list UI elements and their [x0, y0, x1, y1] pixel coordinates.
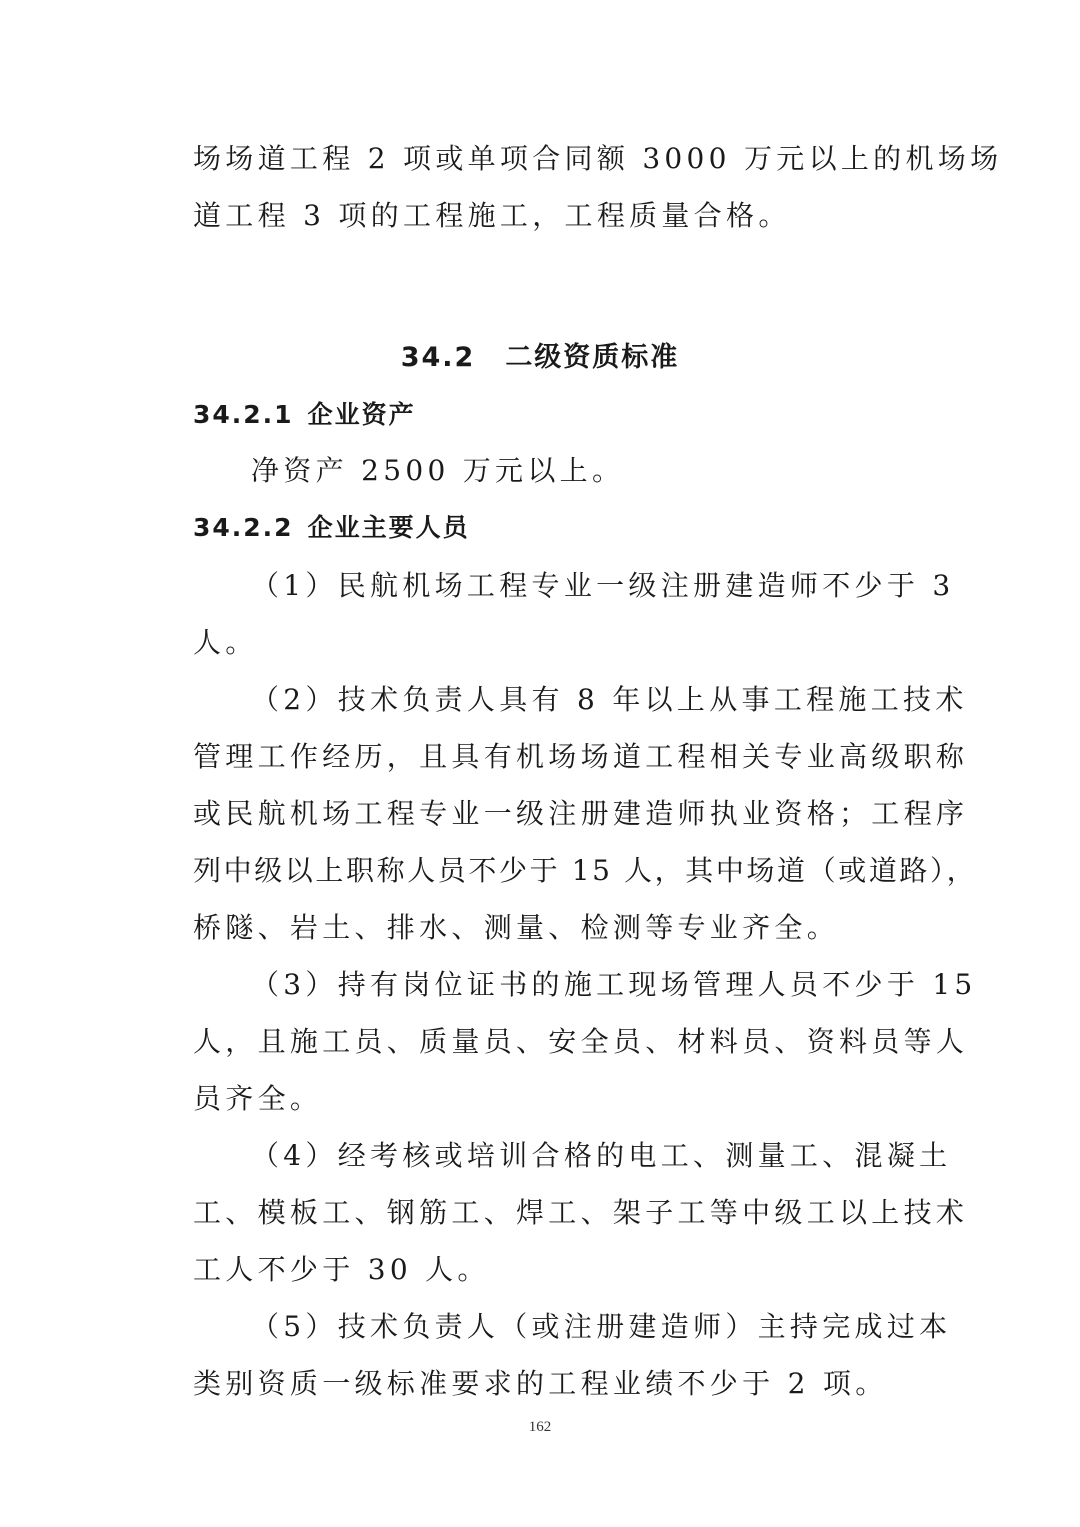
- section-heading: [193, 328, 887, 388]
- item-line: （2）技术负责人具有 8 年以上从事工程施工技术: [251, 683, 968, 716]
- personnel-item-4: [193, 1127, 969, 1298]
- paragraph-line: 场场道工程 2 项或单项合同额 3000 万元以上的机场场: [193, 142, 1003, 175]
- personnel-item-2: [193, 671, 978, 956]
- item-line: （4）经考核或培训合格的电工、测量工、混凝土: [251, 1139, 952, 1172]
- item-line: （5）技术负责人（或注册建造师）主持完成过本: [251, 1310, 952, 1343]
- personnel-item-3: [193, 956, 977, 1127]
- item-line: 工、模板工、钢筋工、焊工、架子工等中级工以上技术: [193, 1196, 969, 1229]
- page-number: 162: [528, 1419, 552, 1435]
- subsection-number: 34.2.2: [193, 513, 294, 542]
- personnel-item-5: [193, 1298, 952, 1412]
- item-line: 工人不少于 30 人。: [193, 1253, 490, 1286]
- item-line: 人，且施工员、质量员、安全员、材料员、资料员等人: [193, 1025, 969, 1058]
- item-line: 或民航机场工程专业一级注册建造师执业资格；工程序: [193, 797, 969, 830]
- section-title: 二级资质标准: [505, 342, 680, 373]
- paragraph-line: 道工程 3 项的工程施工，工程质量合格。: [193, 199, 791, 232]
- subsection-title: 企业资产: [307, 400, 416, 429]
- subsection-title: 企业主要人员: [307, 513, 470, 542]
- item-line: 管理工作经历，且具有机场场道工程相关专业高级职称: [193, 740, 969, 773]
- item-line: 员齐全。: [193, 1082, 323, 1115]
- subsection-heading-personnel: [193, 499, 887, 557]
- item-line: 人。: [193, 626, 258, 659]
- item-line: （1）民航机场工程专业一级注册建造师不少于 3: [251, 569, 955, 602]
- section-number: 34.2: [400, 342, 476, 373]
- page-body: [193, 130, 1003, 1412]
- item-line: 列中级以上职称人员不少于 15 人，其中场道（或道路），: [193, 854, 978, 887]
- continuation-paragraph: [193, 130, 1003, 244]
- item-line: 类别资质一级标准要求的工程业绩不少于 2 项。: [193, 1367, 888, 1400]
- subsection-number: 34.2.1: [193, 400, 294, 429]
- subsection-heading-assets: [193, 388, 887, 442]
- assets-text: 净资产 2500 万元以上。: [251, 454, 625, 487]
- personnel-item-1: [193, 557, 955, 671]
- item-line: 桥隧、岩土、排水、测量、检测等专业齐全。: [193, 911, 840, 944]
- item-line: （3）持有岗位证书的施工现场管理人员不少于 15: [251, 968, 977, 1001]
